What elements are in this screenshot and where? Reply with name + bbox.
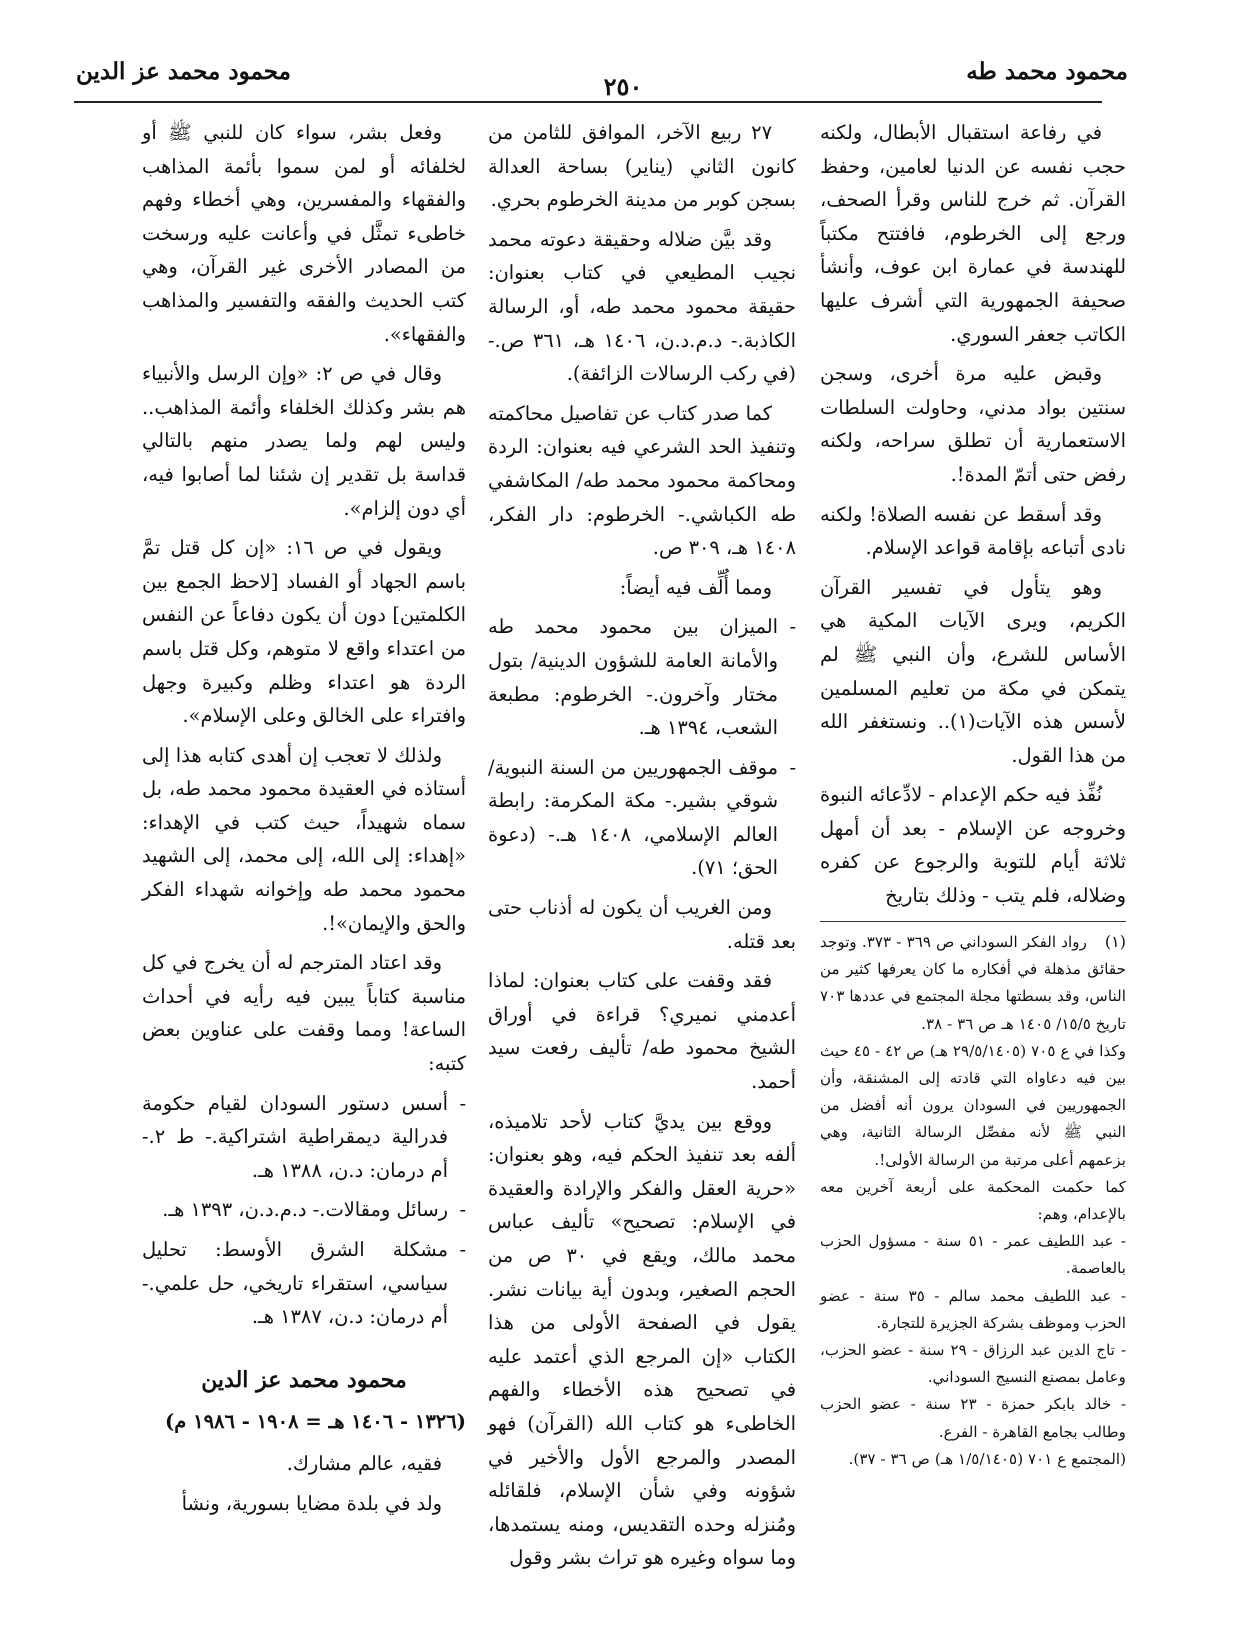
entry-title: محمود محمد عز الدين — [201, 1366, 407, 1393]
book-list — [488, 610, 796, 885]
book-list-item: - أسس دستور السودان لقيام حكومة فدرالية ديمقراطية اشتراكية.- ط ٢.- أم درمان: د.ن، ١٣٨٨ هـ. — [142, 1087, 466, 1188]
paragraph: ويقول في ص ١٦: «إن كل قتل تمَّ باسم الجهاد أو الفساد [لاحظ الجمع بين الكلمتين] دون أن يكون دفاعاً عن النفس من اعتداء واقع لا متوهم، وكل قتل باسم الردة هو اعتداء وظلم وكبيرة وجهل وافتراء على الخالق وعلى الإسلام». — [142, 536, 466, 728]
paragraph: فقد وقفت على كتاب بعنوان: لماذا أعدمني نميري؟ قراءة في أوراق الشيخ محمود طه/ تأليف رفعت سيد أحمد. — [488, 969, 796, 1094]
paragraph: ووقع بين يديَّ كتاب لأحد تلاميذه، ألفه بعد تنفيذ الحكم فيه، وهو بعنوان: «حرية العقل والفكر والإرادة والعقيدة في الإسلام: تصحيح» تأليف عباس محمد مالك، ويقع في ٣٠ ص من الحجم الصغير، وبدون أية بيانات نشر. يقول في الصفحة الأولى من هذا الكتاب «إن المرجع الذي أعتمد عليه في تصحيح هذه الأخطاء والفهم الخاطىء هو كتاب الله (القرآن) فهو المصدر والمرجع الأول والأخير في شؤونه وفي شأن الإسلام، فلقائله ومُنزله وحده التقديس، ومنه يستمدها، وما سواه وغيره هو تراث بشر وقول — [488, 1109, 796, 1570]
paragraph: وقال في ص ٢: «وإن الرسل والأنبياء هم بشر وكذلك الخلفاء وأئمة المذاهب.. وليس لهم ولما يصدر منهم بالتالي قداسة بل تقدير إن شئنا لما أصابوا فيه، أي دون إلزام». — [142, 362, 466, 520]
column-left — [142, 116, 466, 1526]
book-list — [142, 1087, 466, 1334]
footnote-paragraph — [820, 928, 1126, 1038]
book-list-item: - رسائل ومقالات.- د.م.د.ن، ١٣٩٣ هـ. — [142, 1193, 466, 1227]
paragraph: وقد اعتاد المترجم له أن يخرج في كل مناسبة كتاباً يبين فيه رأيه في أحداث الساعة! ومما وقفت على عناوين بعض كتبه: — [142, 951, 466, 1076]
footnote — [820, 928, 1126, 1473]
footnote-paragraph: - تاج الدين عبد الرزاق - ٢٩ سنة - عضو الحزب، وعامل بمصنع النسيج السوداني. — [820, 1341, 1126, 1387]
footnote-paragraph: وكذا في ع ٧٠٥ (٢٩/٥/١٤٠٥ هـ) ص ٤٢ - ٤٥ حيث بين فيه دعاواه التي قادته إلى المشنقة، وأن الجمهوريين في السودان يرون أنه أفضل من النبي ﷺ لأنه مفصِّل الرسالة الثانية، وهي بزعمهم أعلى مرتبة من الرسالة الأولى!. — [820, 1041, 1126, 1169]
paragraph: ومما أُلِّف فيه أيضاً: — [619, 575, 772, 599]
paragraph: وقد أسقط عن نفسه الصلاة! ولكنه نادى أتباعه بإقامة قواعد الإسلام. — [820, 502, 1126, 560]
paragraph: وقبض عليه مرة أخرى، وسجن سنتين بواد مدني، وحاولت السلطات الاستعمارية أن تطلق سراحه، ولكنه رفض حتى أتمّ المدة!. — [820, 362, 1126, 486]
book-list-item: - موقف الجمهوريين من السنة النبوية/ شوقي بشير.- مكة المكرمة: رابطة العالم الإسلامي، ١٤٠٨ هـ.- (دعوة الحق؛ ٧١). — [488, 751, 796, 885]
footnote-paragraph: - عبد اللطيف عمر - ٥١ سنة - مسؤول الحزب بالعاصمة. — [820, 1232, 1126, 1278]
footnote-paragraph: كما حكمت المحكمة على أربعة آخرين معه بالإعدام، وهم: — [820, 1177, 1126, 1224]
running-header-next-entry: محمود محمد عز الدين — [76, 58, 291, 85]
paragraph: فقيه، عالم مشارك. — [286, 1451, 442, 1475]
paragraph: وهو يتأول في تفسير القرآن الكريم، ويرى الآيات المكية هي الأساس للشرع، وأن النبي ﷺ لم يتمكن في مكة من تعليم المسلمين لأسس هذه الآيات(١).. ونستغفر الله من هذا القول. — [820, 575, 1126, 767]
paragraph: في رفاعة استقبال الأبطال، ولكنه حجب نفسه عن الدنيا لعامين، وحفظ القرآن. ثم خرج للناس وقرأ الصحف، ورجع إلى الخرطوم، فافتتح مكتباً للهندسة في عمارة ابن عوف، وأنشأ صحيفة الجمهورية التي أشرف عليها الكاتب جعفر السوري. — [820, 121, 1126, 346]
paragraph: نُفِّذ فيه حكم الإعدام - لادِّعائه النبوة وخروجه عن الإسلام - بعد أن أمهل ثلاثة أيام للتوبة والرجوع عن كفره وضلاله، فلم يتب - وذلك بتاريخ — [820, 783, 1126, 908]
column-right — [820, 116, 1126, 919]
header-rule — [74, 101, 1102, 103]
paragraph: وفعل بشر، سواء كان للنبي ﷺ أو لخلفائه أو لمن سموا بأئمة المذاهب والفقهاء والمفسرين، وهي أخطاء وفهم خاطىء تمثَّل في وأعانت عليه ورسخت من المصادر الأخرى غير القرآن، وهي كتب الحديث والفقه والتفسير والمذاهب والفقهاء». — [142, 121, 466, 346]
paragraph: ولذلك لا تعجب إن أهدى كتابه هذا إلى أستاذه في العقيدة محمود محمد طه، بل سماه شهيداً، حيث كتب في الإهداء: «إهداء: إلى الله، إلى محمد، إلى الشهيد محمود محمد طه وإخوانه شهداء الفكر والحق والإيمان»!. — [142, 743, 466, 935]
footnote-rule — [820, 921, 1126, 922]
footnote-number: (١) — [1104, 932, 1126, 951]
footnote-paragraph: (المجتمع ع ٧٠١ (١/٥/١٤٠٥ هـ) ص ٣٦ - ٣٧). — [848, 1449, 1126, 1468]
column-middle — [488, 116, 796, 1581]
paragraph: وقد بيَّن ضلاله وحقيقة دعوته محمد نجيب المطيعي في كتاب بعنوان: حقيقة محمود محمد طه، أو، الرسالة الكاذبة.- د.م.د.ن، ١٤٠٦ هـ، ٣٦١ ص.- (في ركب الرسالات الزائفة). — [488, 227, 796, 386]
entry-dates: (١٣٢٦ - ١٤٠٦ هـ = ١٩٠٨ - ١٩٨٦ م) — [165, 1410, 466, 1434]
paragraph: كما صدر كتاب عن تفاصيل محاكمته وتنفيذ الحد الشرعي فيه بعنوان: الردة ومحاكمة محمود محمد طه/ المكاشفي طه الكباشي.- الخرطوم: دار الفكر، ١٤٠٨ هـ، ٣٠٩ ص. — [488, 401, 796, 560]
footnote-paragraph: - خالد بابكر حمزة - ٢٣ سنة - عضو الحزب وطالب بجامع القاهرة - الفرع. — [820, 1395, 1126, 1441]
page-number: ٢٥٠ — [603, 72, 643, 101]
paragraph: ولد في بلدة مضايا بسورية، ونشأ — [181, 1491, 442, 1515]
footnote-paragraph: - عبد اللطيف محمد سالم - ٣٥ سنة - عضو الحزب وموظف بشركة الجزيرة للتجارة. — [820, 1286, 1126, 1332]
footnote-text: رواد الفكر السوداني ص ٣٦٩ - ٣٧٣. وتوجد حقائق مذهلة في أفكاره ما كان يعرفها كثير من الناس، وقد بسطتها مجلة المجتمع في عددها ٧٠٣ تاريخ ١٥/٥/ ١٤٠٥ هـ ص ٣٦ - ٣٨. — [820, 933, 1126, 1033]
paragraph: ٢٧ ربيع الآخر، الموافق للثامن من كانون الثاني (يناير) بساحة العدالة بسجن كوبر من مدينة الخرطوم بحري. — [488, 121, 796, 212]
paragraph: ومن الغريب أن يكون له أذناب حتى بعد قتله. — [488, 896, 796, 953]
running-header-subject: محمود محمد طه — [966, 58, 1128, 85]
book-list-item: - الميزان بين محمود محمد طه والأمانة العامة للشؤون الدينية/ بتول مختار وآخرون.- الخرطوم: مطبعة الشعب، ١٣٩٤ هـ. — [488, 610, 796, 744]
book-list-item: - مشكلة الشرق الأوسط: تحليل سياسي، استقراء تاريخي، حل علمي.- أم درمان: د.ن، ١٣٨٧ هـ. — [142, 1233, 466, 1334]
